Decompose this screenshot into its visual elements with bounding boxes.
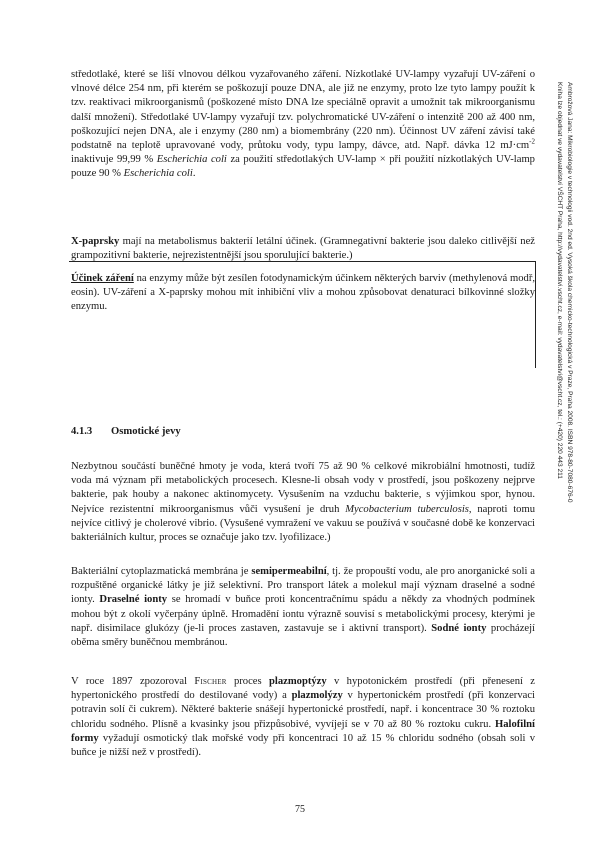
note-box-top-border [69,261,535,262]
paragraph-uv-lamps: středotlaké, které se liší vlnovou délkou vyzařovaného záření. Nízkotlaké UV-lampy vyzařují UV-záření o vlnové délce 254 nm, při kterém se poškozují pouze DNA, ale již ne enzymy, proto lze tyto lampy použít k tzv. reaktivaci mikroorganismů (poškozené místo DNA lze speciálně opravit a umožnit tak mikroorganismu další množení). Středotlaké UV-lampy vyzařují tzv. polychromatické UV-záření o intenzitě 200 až 400 nm, poškozující nejen DNA, ale i enzymy (280 nm) a biomembrány (220 nm). Účinnost UV záření závisí také podstatně na teplotě upravované vody, průtoku vody, typu lampy, dávce, atd. Např. dávka 12 $mJ\cdot cm^{-2}$ inaktivuje 99,99 % Escherichia coli za použití středotlakých UV-lamp × při použití nízkotlakých UV-lamp pouze 90 % Escherichia coli. [71,69,535,180]
paragraph-water: Nezbytnou součástí buněčné hmoty je voda, která tvoří 75 až 90 % celkové mikrobiální hmotnosti, tudíž voda má význam při metabolických procesech. Klesne-li obsah vody v prostředí, jsou poškozeny nejprve bakterie, pak houby a nakonec aktinomycety. Vysušením na vzduchu bakterie, s výjimkou spor, hynou. Nejvíce rezistentní mikroorganismus vůči vysušení je druh Mycobacterium tuberculosis, naproti tomu nejvíce citlivý je cholerové vibrio. (Vysušené vymražení ve vakuu se používá v současné době ke konzervaci bakteriálních kultur, proces se označuje jako tzv. lyofilizace.) [71,461,535,544]
bold-term: Účinek záření [71,273,134,284]
paragraph-membrane: Bakteriální cytoplazmatická membrána je semipermeabilní, tj. že propouští vodu, ale pro anorganické soli a rozpuštěné organické látky je již selektivní. Pro transport látek a molekul mají význam draselné a sodné ionty. Draselné ionty se hromadí v buňce proti koncentračnímu spádu a někdy za vhodných podmínek mohou být z okolí vyčerpány úplně. Hromadění iontu výrazně souvisí s metabolickými procesy, kterými je např. disimilace glukózy (je-li proces zastaven, zastavuje se i aktivní transport). Sodné ionty procházejí oběma směry buněčnou membránou. [71,566,536,649]
bold-term: Sodné ionty [431,622,487,634]
side-citation-line: Kniha lze objednat ve vydavatelství VŠCHT Praha, http://vydavatelstvi.vscht.cz, e-mail: vydavatelstvi@vscht.cz, tel.: (+420) 220 443 211 [556,82,563,479]
superscript: -2 [529,137,535,146]
section-number: 4.1.3 [71,426,93,437]
section-title: Osmotické jevy [111,426,181,437]
side-citation [553,82,583,622]
species-name: Mycobacterium tuberculosis [345,503,469,515]
bold-term: X-paprsky [71,236,120,247]
paragraph-plasmolysis: V roce 1897 zpozoroval Fischer proces plazmoptýzy v hypotonickém prostředí (při přenesení z hypertonického prostředí do destilované vody) a plazmolýzy v hypertonickém prostředí (při konzervaci potravin solí či cukrem). Některé bakterie snášejí hypertonické prostředí, např. i koncentrace 30 % roztoku chloridu sodného. Plísně a kvasinky jsou přizpůsobivé, vyvíjejí se v 70 až 80 % roztoku cukru. Halofilní formy vyžadují osmotický tlak mořské vody při koncentraci 10 až 15 % chloridu sodného (obsah soli v buňce je nižší než v prostředí). [71,676,536,759]
note-radiation-effect: Účinek záření na enzymy může být zesílen fotodynamickým účinkem některých barviv (methylenová modř, eosin). UV-záření a X-paprsky mohou mít inhibiční vliv a mohou způsobovat denaturaci bílkovinné složky enzymu. [71,273,535,313]
section-heading [71,426,535,437]
paragraph-x-rays: X-paprsky mají na metabolismus bakterií letální účinek. (Gramnegativní bakterie jsou daleko citlivější než grampozitivní bakterie, nejrezistentnější jsou sporulující bakterie.) [71,236,535,262]
author-name: Fischer [194,676,227,687]
species-name: Escherichia coli [156,154,227,166]
note-box-right-border [535,261,536,368]
bold-term: Draselné ionty [99,594,168,606]
bold-term: plazmoptýzy [268,676,327,687]
bold-term: plazmolýzy [291,690,343,702]
bold-term: semipermeabilní [251,566,327,577]
page-number: 75 [295,804,305,815]
bold-term: Halofilní formy [71,718,535,744]
side-citation-line: Ambrožová Jana: Mikrobiologie v technologii vod. 2nd ed. Vysoká škola chemicko-technologická v Praze, Praha 2008. ISBN 978-80-7080-676-0 [566,82,573,503]
species-name: Escherichia coli [123,168,193,180]
